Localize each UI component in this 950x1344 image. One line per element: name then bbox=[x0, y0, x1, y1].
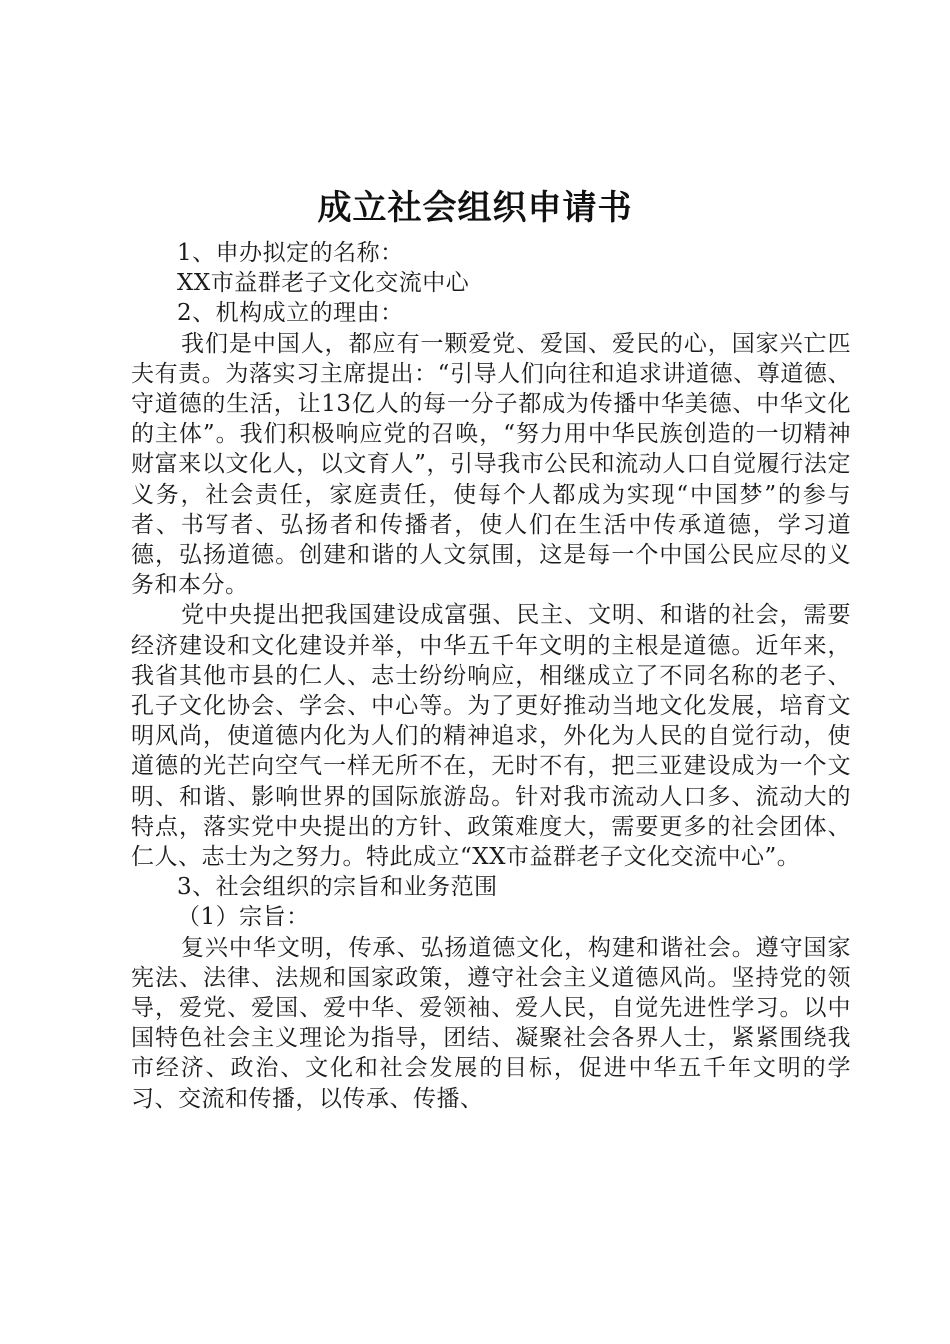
paragraph-reason-2: 党中央提出把我国建设成富强、民主、文明、和谐的社会，需要经济建设和文化建设并举，中华五千年文明的主根是道德。近年来，我省其他市县的仁人、志士纷纷响应，相继成立了不同名称的老子、孔子文化协会、学会、中心等。为了更好推动当地文化发展，培育文明风尚，使道德内化为人们的精神追求，外化为人民的自觉行动，使道德的光芒向空气一样无所不在，无时不有，把三亚建设成为一个文明、和谐、影响世界的国际旅游岛。针对我市流动人口多、流动大的特点，落实党中央提出的方针、政策难度大，需要更多的社会团体、仁人、志士为之努力。特此成立“XX市益群老子文化交流中心”。 bbox=[131, 602, 851, 871]
organization-name: XX市益群老子文化交流中心 bbox=[177, 270, 470, 297]
heading-establishment-reason: 2、机构成立的理由： bbox=[177, 300, 404, 327]
heading-purpose-scope: 3、社会组织的宗旨和业务范围 bbox=[177, 874, 498, 901]
document-title: 成立社会组织申请书 bbox=[317, 188, 633, 228]
heading-application-name: 1、申办拟定的名称： bbox=[177, 240, 404, 266]
paragraph-reason-1: 我们是中国人，都应有一颗爱党、爱国、爱民的心，国家兴亡匹夫有责。为落实习主席提出：“引导人们向往和追求讲道德、尊道德、守道德的生活，让13亿人的每一分子都成为传播中华美德、中华文化的主体”。我们积极响应党的召唤，“努力用中华民族创造的一切精神财富来以文化人，以文育人”，引导我市公民和流动人口自觉履行法定义务，社会责任，家庭责任，使每个人都成为实现“中国梦”的参与者、书写者、弘扬者和传播者，使人们在生活中传承道德，学习道德，弘扬道德。创建和谐的人文氛围，这是每一个中国公民应尽的义务和本分。 bbox=[131, 330, 851, 599]
document-body bbox=[131, 238, 851, 1114]
paragraph-purpose: 复兴中华文明，传承、弘扬道德文化，构建和谐社会。遵守国家宪法、法律、法规和国家政策，遵守社会主义道德风尚。坚持党的领导，爱党、爱国、爱中华、爱领袖、爱人民，自觉先进性学习。以中国特色社会主义理论为指导，团结、凝聚社会各界人士，紧紧围绕我市经济、政治、文化和社会发展的目标，促进中华五千年文明的学习、交流和传播，以传承、传播、 bbox=[131, 934, 851, 1112]
subheading-purpose: （1）宗旨： bbox=[177, 904, 310, 931]
